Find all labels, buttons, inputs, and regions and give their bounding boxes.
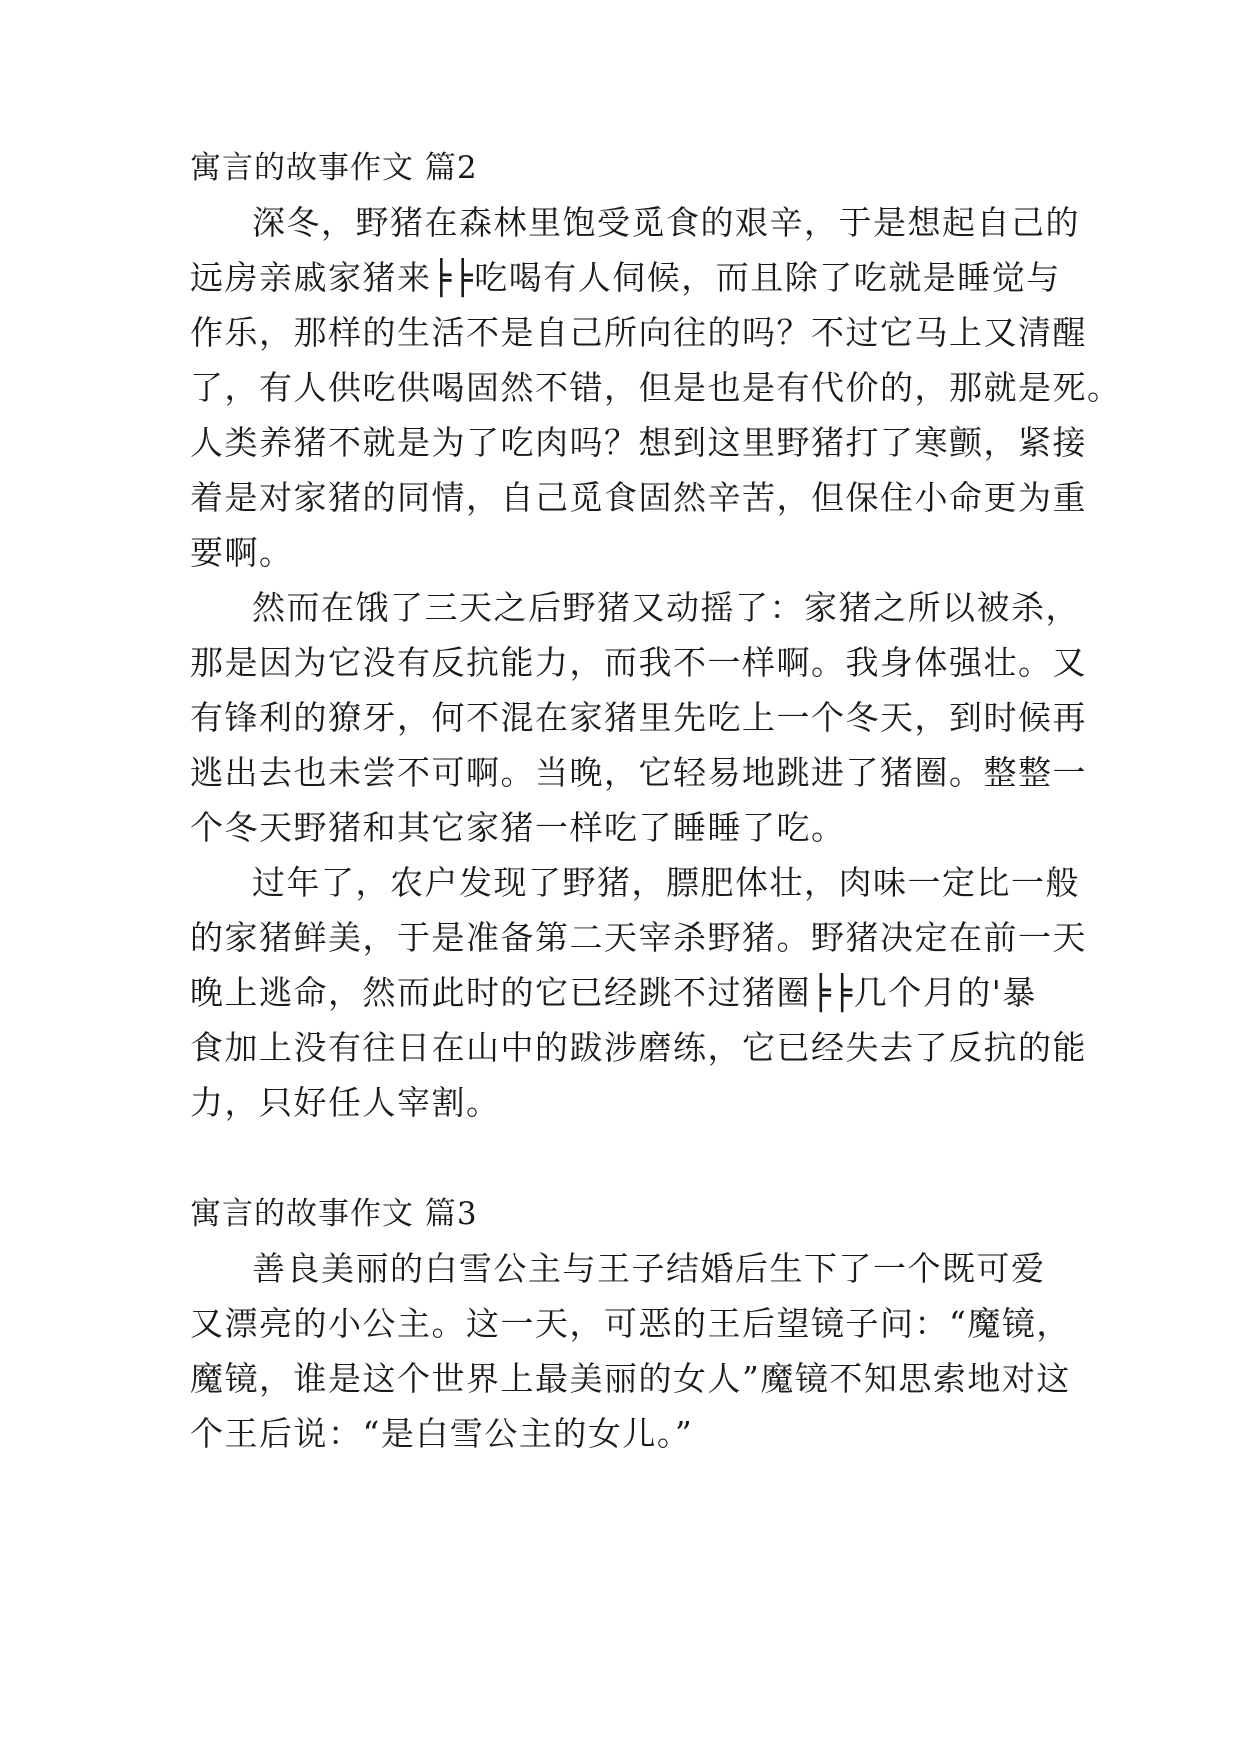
paragraph-line: 个冬天野猪和其它家猪一样吃了睡睡了吃。 <box>190 808 846 847</box>
paragraph-line: 深冬，野猪在森林里饱受觅食的艰辛，于是想起自己的 <box>252 203 1080 242</box>
paragraph-line: 个王后说：“是白雪公主的女儿。” <box>190 1414 694 1453</box>
paragraph-line: 远房亲戚家猪来╞╞吃喝有人伺候，而且除了吃就是睡觉与 <box>190 258 1061 297</box>
section-title: 寓言的故事作文 篇3 <box>190 1196 478 1232</box>
paragraph-line: 要啊。 <box>190 533 294 572</box>
paragraph-line: 过年了，农户发现了野猪，膘肥体壮，肉味一定比一般 <box>252 863 1080 902</box>
paragraph-line: 的家猪鲜美，于是准备第二天宰杀野猪。野猪决定在前一天 <box>190 918 1087 957</box>
paragraph-line: 那是因为它没有反抗能力，而我不一样啊。我身体强壮。又 <box>190 643 1087 682</box>
paragraph-line: 着是对家猪的同情，自己觅食固然辛苦，但保住小命更为重 <box>190 478 1087 517</box>
paragraph-line: 善良美丽的白雪公主与王子结婚后生下了一个既可爱 <box>252 1249 1046 1288</box>
paragraph-line: 作乐，那样的生活不是自己所向往的吗？不过它马上又清醒 <box>190 313 1087 352</box>
paragraph-line: 魔镜，谁是这个世界上最美丽的女人”魔镜不知思索地对这 <box>190 1359 1071 1398</box>
paragraph-line: 逃出去也未尝不可啊。当晚，它轻易地跳进了猪圈。整整一 <box>190 753 1087 792</box>
paragraph-line: 有锋利的獠牙，何不混在家猪里先吃上一个冬天，到时候再 <box>190 698 1087 737</box>
paragraph-line: 又漂亮的小公主。这一天，可恶的王后望镜子问：“魔镜， <box>190 1304 1071 1343</box>
paragraph-line: 人类养猪不就是为了吃肉吗？想到这里野猪打了寒颤，紧接 <box>190 423 1087 462</box>
paragraph-line: 力，只好任人宰割。 <box>190 1083 501 1122</box>
section-title: 寓言的故事作文 篇2 <box>190 150 478 186</box>
paragraph-line: 食加上没有往日在山中的跋涉磨练，它已经失去了反抗的能 <box>190 1028 1087 1067</box>
paragraph-line: 然而在饿了三天之后野猪又动摇了：家猪之所以被杀， <box>252 588 1080 627</box>
paragraph-line: 晚上逃命，然而此时的它已经跳不过猪圈╞╞几个月的'暴 <box>190 973 1037 1012</box>
paragraph-line: 了，有人供吃供喝固然不错，但是也是有代价的，那就是死。 <box>190 368 1122 407</box>
